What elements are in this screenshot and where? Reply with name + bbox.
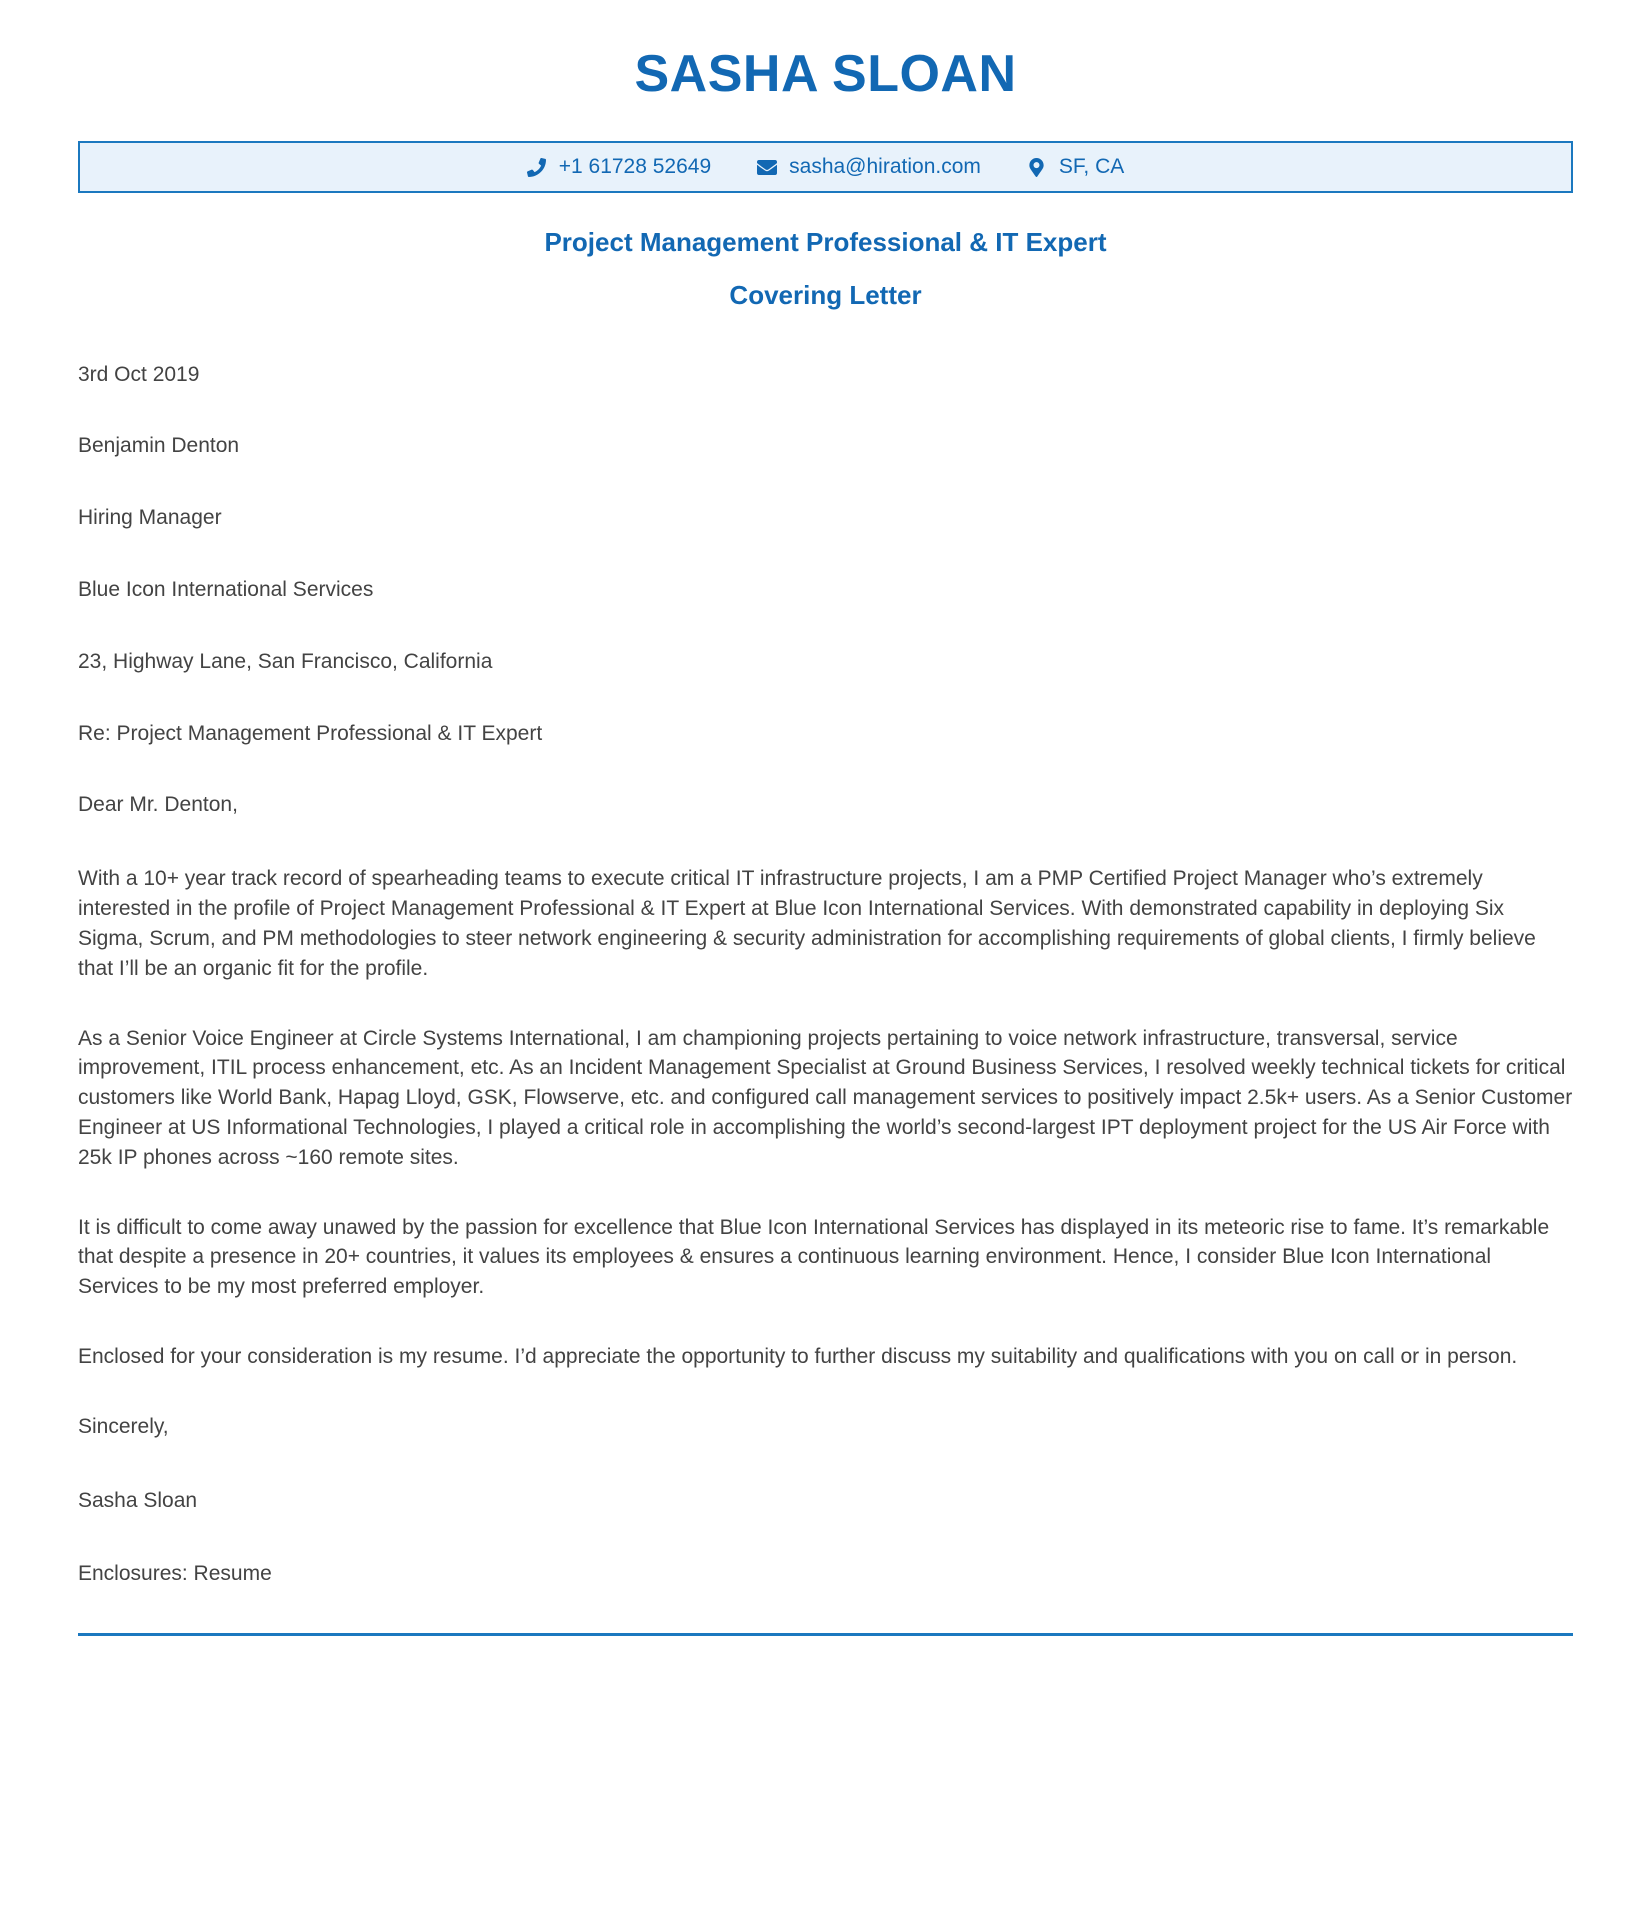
letter-paragraph-2: As a Senior Voice Engineer at Circle Systems International, I am championing projects pertaining to voice network infrastructure, transversal, service improvement, ITIL process enhancement, etc. As an Incident Management Specialist at Ground Business Services, I resolved weekly technical tickets for critical customers like World Bank, Hapag Lloyd, GSK, Flowserve, etc. and configured call management services to positively impact 2.5k+ users. As a Senior Customer Engineer at US Informational Technologies, I played a critical role in accomplishing the world’s second-largest IPT deployment project for the US Air Force with 25k IP phones across ~160 remote sites. <box>78 1026 1573 1169</box>
contact-bar <box>78 141 1573 193</box>
letter-salutation: Dear Mr. Denton, <box>78 793 238 817</box>
letter-closing: Sincerely, <box>78 1414 169 1438</box>
contact-email-value: sasha@hiration.com <box>789 155 981 179</box>
recipient-address: 23, Highway Lane, San Francisco, California <box>78 649 493 673</box>
letter-paragraph-1: With a 10+ year track record of spearheading teams to execute critical IT infrastructure projects, I am a PMP Certified Project Manager who’s extremely interested in the profile of Project Management Professional & IT Expert at Blue Icon International Services. With demonstrated capability in deploying Six Sigma, Scrum, and PM methodologies to steer network engineering & security administration for accomplishing requirements of global clients, I firmly believe that I’ll be an organic fit for the profile. <box>78 867 1536 980</box>
letter-paragraph-4: Enclosed for your consideration is my resume. I’d appreciate the opportunity to further discuss my suitability and qualifications with you on call or in person. <box>78 1345 1518 1368</box>
recipient-company: Blue Icon International Services <box>78 578 374 601</box>
contact-location[interactable] <box>1027 155 1124 179</box>
letter-enclosures: Enclosures: Resume <box>78 1562 272 1586</box>
page-title: SASHA SLOAN <box>634 45 1017 103</box>
role-title: Project Management Professional & IT Expert <box>544 227 1107 258</box>
contact-phone-value: +1 61728 52649 <box>558 155 712 179</box>
document-type-title: Covering Letter <box>729 280 922 311</box>
location-pin-icon <box>1027 157 1047 177</box>
signature-name: Sasha Sloan <box>78 1488 198 1512</box>
contact-phone[interactable] <box>527 155 711 179</box>
letter-subject: Re: Project Management Professional & IT Expert <box>78 721 543 745</box>
recipient-name: Benjamin Denton <box>78 434 240 458</box>
contact-location-value: SF, CA <box>1058 155 1125 179</box>
letter-body <box>78 360 1573 1590</box>
phone-icon <box>527 157 547 177</box>
footer-divider <box>78 1633 1573 1636</box>
letter-date: 3rd Oct 2019 <box>78 362 200 386</box>
recipient-title: Hiring Manager <box>78 506 222 530</box>
contact-email[interactable] <box>757 155 981 179</box>
envelope-icon <box>757 157 777 177</box>
letter-paragraph-3: It is difficult to come away unawed by the passion for excellence that Blue Icon International Services has displayed in its meteoric rise to fame. It’s remarkable that despite a presence in 20+ countries, it values its employees & ensures a continuous learning environment. Hence, I consider Blue Icon International Services to be my most preferred employer. <box>78 1215 1550 1299</box>
